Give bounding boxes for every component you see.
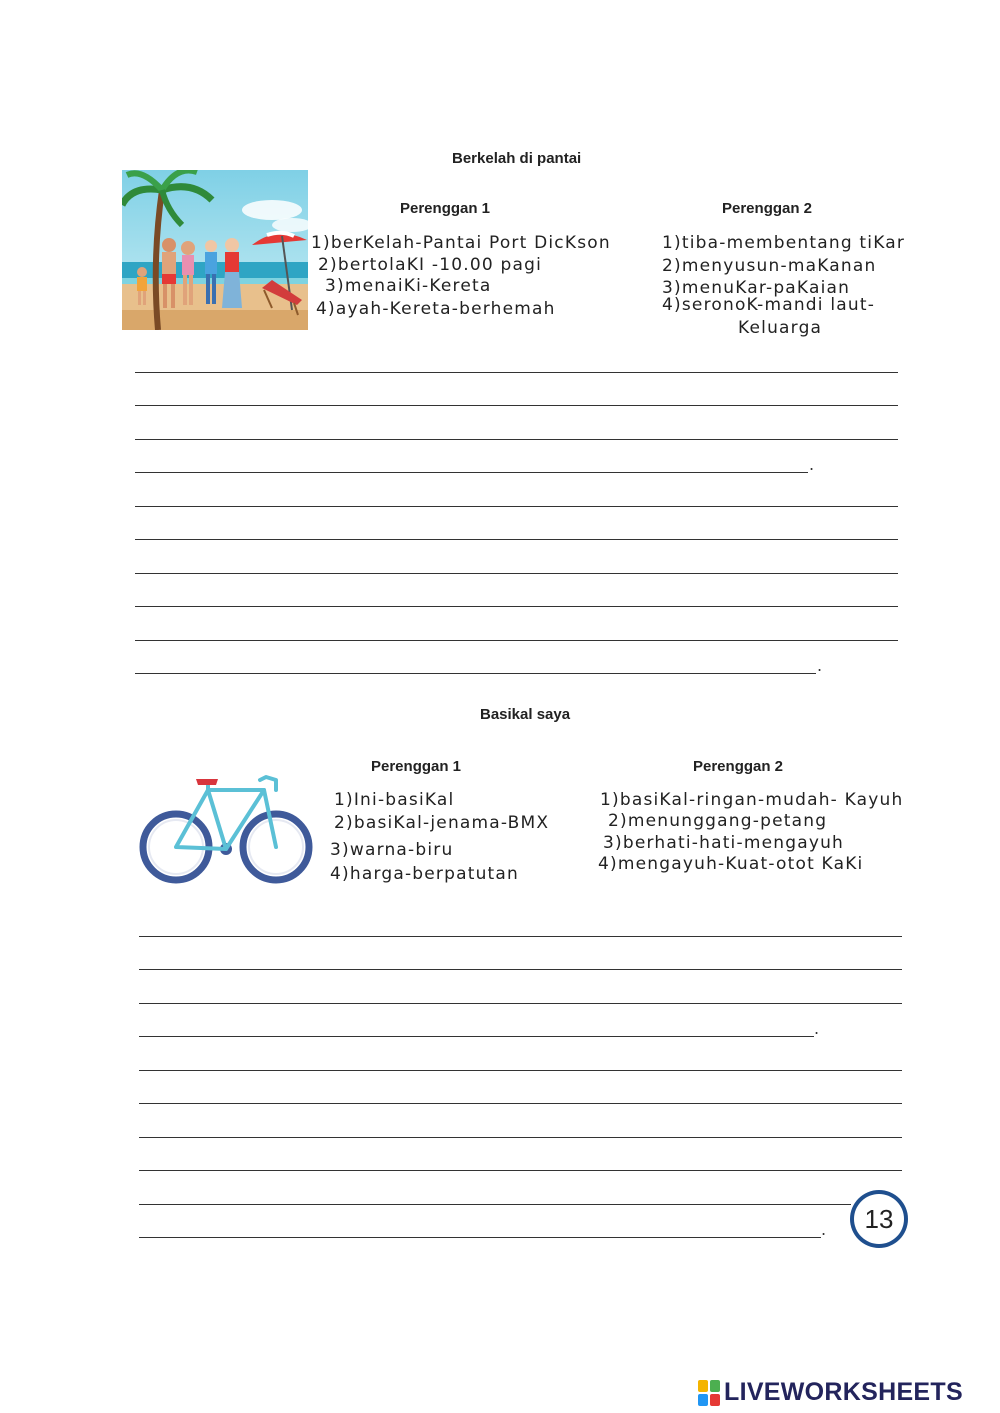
line-end-period: .	[821, 1220, 827, 1239]
section1-title: Berkelah di pantai	[452, 150, 582, 167]
section2-col2-item: 3)berhati-hati-mengayuh	[603, 833, 845, 853]
section2-col1-item: 3)warna-biru	[330, 840, 454, 860]
section1-col1-item: 2)bertolaKI -10.00 pagi	[318, 255, 542, 275]
logo-tile	[698, 1394, 708, 1406]
section1-col1-item: 1)berKelah-Pantai Port DicKson	[311, 233, 611, 253]
logo-tile	[710, 1380, 720, 1392]
liveworksheets-brand	[698, 1378, 963, 1407]
writing-line[interactable]	[139, 1170, 902, 1171]
writing-line[interactable]	[135, 506, 898, 507]
beach-family-illustration	[122, 170, 308, 330]
section2-title: Basikal saya	[480, 706, 571, 723]
page-number-badge	[850, 1190, 908, 1248]
section1-col2-item: Keluarga	[738, 318, 823, 338]
writing-line[interactable]	[135, 405, 898, 406]
line-end-period: .	[809, 455, 815, 474]
section1-col2-item: 4)seronoK-mandi laut-	[662, 295, 876, 315]
section2-col1-item: 2)basiKal-jenama-BMX	[334, 813, 550, 833]
writing-line[interactable]	[135, 439, 898, 440]
writing-line[interactable]	[139, 1204, 851, 1205]
writing-line[interactable]	[135, 539, 898, 540]
writing-line[interactable]	[139, 1036, 814, 1037]
writing-line[interactable]	[135, 606, 898, 607]
line-end-period: .	[817, 656, 823, 675]
section1-col1-item: 4)ayah-Kereta-berhemah	[316, 299, 556, 319]
line-end-period: .	[814, 1019, 820, 1038]
writing-line[interactable]	[139, 1103, 902, 1104]
brand-text: LIVEWORKSHEETS	[724, 1378, 963, 1406]
logo-tile	[710, 1394, 720, 1406]
writing-line[interactable]	[139, 1137, 902, 1138]
section2-col1-item: 4)harga-berpatutan	[330, 864, 520, 884]
writing-line[interactable]	[135, 673, 816, 674]
section1-col1-title: Perenggan 1	[400, 200, 491, 217]
writing-line[interactable]	[135, 372, 898, 373]
writing-line[interactable]	[135, 472, 808, 473]
section2-col2-item: 2)menunggang-petang	[608, 811, 828, 831]
section1-col2-item: 2)menyusun-maKanan	[662, 256, 877, 276]
section2-col2-item: 4)mengayuh-Kuat-otot KaKi	[598, 854, 864, 874]
liveworksheets-logo-icon	[698, 1380, 720, 1406]
bicycle-illustration	[136, 772, 318, 888]
section2-col2-item: 1)basiKal-ringan-mudah- Kayuh	[600, 790, 904, 810]
logo-tile	[698, 1380, 708, 1392]
section1-col2-item: 3)menuKar-paKaian	[662, 278, 851, 298]
section2-col1-title: Perenggan 1	[371, 758, 462, 775]
writing-line[interactable]	[139, 936, 902, 937]
section1-col2-item: 1)tiba-membentang tiKar	[662, 233, 906, 253]
writing-line[interactable]	[139, 969, 902, 970]
writing-line[interactable]	[135, 640, 898, 641]
section2-col1-item: 1)Ini-basiKal	[334, 790, 455, 810]
writing-line[interactable]	[139, 1070, 902, 1071]
writing-line[interactable]	[135, 573, 898, 574]
section2-col2-title: Perenggan 2	[693, 758, 784, 775]
section1-col1-item: 3)menaiKi-Kereta	[325, 276, 492, 296]
page-number: 13	[854, 1194, 904, 1244]
section1-col2-title: Perenggan 2	[722, 200, 813, 217]
writing-line[interactable]	[139, 1003, 902, 1004]
writing-line[interactable]	[139, 1237, 821, 1238]
